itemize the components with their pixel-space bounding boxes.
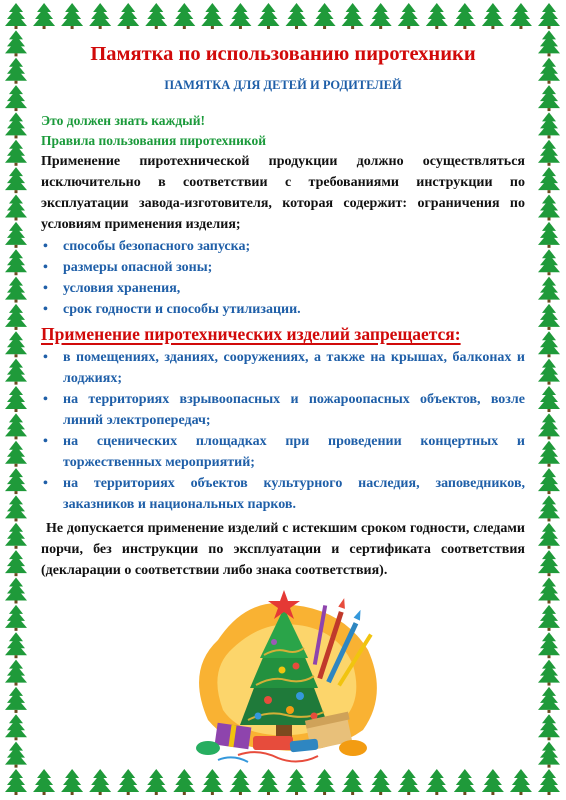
- border-tree-icon: [5, 550, 27, 576]
- border-tree-icon: [314, 3, 336, 29]
- closing-paragraph: Не допускается применение изделий с истекшим сроком годности, следами порчи, без инструкции по эксплуатации и сертификата соответствия (декларации о соответствии либо знака соответствия).: [41, 521, 525, 578]
- border-tree-icon: [510, 769, 532, 795]
- list-item-text: размеры опасной зоны;: [63, 260, 213, 275]
- border-tree-icon: [538, 769, 560, 795]
- list-item-text: срок годности и способы утилизации.: [63, 302, 301, 317]
- border-tree-icon: [5, 222, 27, 248]
- prohibited-heading: Применение пиротехнических изделий запрещается:: [41, 324, 461, 344]
- border-tree-icon: [538, 195, 560, 221]
- border-tree-icon: [286, 3, 308, 29]
- border-tree-icon: [398, 769, 420, 795]
- border-tree-icon: [482, 769, 504, 795]
- border-tree-icon: [538, 277, 560, 303]
- border-tree-icon: [173, 3, 195, 29]
- border-tree-icon: [201, 3, 223, 29]
- border-tree-icon: [5, 140, 27, 166]
- list-item: [41, 257, 525, 278]
- border-tree-icon: [538, 112, 560, 138]
- border-tree-icon: [5, 112, 27, 138]
- border-tree-icon: [229, 3, 251, 29]
- intro-paragraph: Применение пиротехнической продукции должно осуществляться исключительно в соответствии с требованиями инструкции по эксплуатации завода-изготовителя, которая содержит: ограничения по условиям применения изделия;: [41, 154, 525, 232]
- border-tree-icon: [538, 687, 560, 713]
- border-tree-icon: [61, 769, 83, 795]
- border-tree-icon: [117, 3, 139, 29]
- subtitle: ПАМЯТКА ДЛЯ ДЕТЕЙ И РОДИТЕЛЕЙ: [164, 78, 402, 92]
- list-item: [41, 236, 525, 257]
- border-tree-icon: [538, 30, 560, 56]
- border-tree-icon: [538, 578, 560, 604]
- list-item-text: на территориях взрывоопасных и пожароопасных объектов, возле линий электропередач;: [63, 392, 525, 428]
- border-tree-icon: [538, 331, 560, 357]
- border-tree-icon: [538, 660, 560, 686]
- border-tree-icon: [538, 85, 560, 111]
- prohibited-list: [41, 347, 525, 515]
- border-tree-icon: [5, 742, 27, 768]
- list-item: [41, 299, 525, 320]
- border-tree-icon: [145, 769, 167, 795]
- border-tree-icon: [145, 3, 167, 29]
- list-item-text: способы безопасного запуска;: [63, 239, 251, 254]
- border-tree-icon: [5, 660, 27, 686]
- border-tree-icon: [538, 523, 560, 549]
- border-tree-icon: [5, 331, 27, 357]
- border-tree-icon: [5, 495, 27, 521]
- border-tree-icon: [426, 3, 448, 29]
- border-tree-icon: [370, 3, 392, 29]
- christmas-tree-with-fireworks-icon: [178, 570, 388, 775]
- border-tree-icon: [5, 167, 27, 193]
- bullet-icon: •: [43, 260, 48, 275]
- border-tree-icon: [5, 85, 27, 111]
- list-item: [41, 347, 525, 389]
- border-tree-icon: [89, 769, 111, 795]
- border-tree-icon: [257, 3, 279, 29]
- border-tree-icon: [5, 413, 27, 439]
- list-item-text: в помещениях, зданиях, сооружениях, а также на крышах, балконах и лоджиях;: [63, 350, 525, 386]
- border-tree-icon: [538, 714, 560, 740]
- border-tree-icon: [5, 605, 27, 631]
- border-tree-icon: [33, 769, 55, 795]
- border-tree-icon: [538, 468, 560, 494]
- list-item: [41, 389, 525, 431]
- border-tree-icon: [538, 441, 560, 467]
- border-tree-icon: [538, 605, 560, 631]
- border-tree-icon: [5, 58, 27, 84]
- conditions-list: [41, 236, 525, 320]
- bullet-icon: •: [43, 239, 48, 254]
- border-tree-icon: [538, 742, 560, 768]
- border-tree-icon: [538, 249, 560, 275]
- border-tree-icon: [538, 413, 560, 439]
- border-tree-icon: [538, 304, 560, 330]
- lead-line-2: Правила пользования пиротехникой: [41, 133, 267, 148]
- bullet-icon: •: [43, 476, 48, 491]
- document-body: [41, 40, 525, 581]
- border-tree-icon: [342, 3, 364, 29]
- border-tree-icon: [117, 769, 139, 795]
- bullet-icon: •: [43, 302, 48, 317]
- border-tree-icon: [5, 468, 27, 494]
- border-tree-icon: [5, 249, 27, 275]
- border-tree-icon: [61, 3, 83, 29]
- border-tree-icon: [5, 687, 27, 713]
- border-tree-icon: [5, 195, 27, 221]
- list-item-text: условия хранения,: [63, 281, 181, 296]
- bullet-icon: •: [43, 350, 48, 365]
- border-tree-icon: [538, 550, 560, 576]
- bullet-icon: •: [43, 281, 48, 296]
- border-tree-icon: [5, 386, 27, 412]
- border-tree-icon: [5, 714, 27, 740]
- border-tree-icon: [454, 3, 476, 29]
- border-tree-icon: [482, 3, 504, 29]
- border-tree-icon: [89, 3, 111, 29]
- bullet-icon: •: [43, 392, 48, 407]
- border-tree-icon: [454, 769, 476, 795]
- lead-line-1: Это должен знать каждый!: [41, 113, 205, 128]
- border-tree-icon: [5, 441, 27, 467]
- list-item: [41, 278, 525, 299]
- border-tree-icon: [5, 578, 27, 604]
- border-tree-icon: [538, 359, 560, 385]
- list-item: [41, 431, 525, 473]
- border-tree-icon: [5, 30, 27, 56]
- border-tree-icon: [538, 386, 560, 412]
- border-tree-icon: [510, 3, 532, 29]
- border-tree-icon: [5, 3, 27, 29]
- border-tree-icon: [5, 304, 27, 330]
- border-tree-icon: [5, 277, 27, 303]
- border-tree-icon: [538, 140, 560, 166]
- bullet-icon: •: [43, 434, 48, 449]
- border-tree-icon: [5, 769, 27, 795]
- border-tree-icon: [5, 359, 27, 385]
- border-tree-icon: [426, 769, 448, 795]
- border-tree-icon: [538, 495, 560, 521]
- border-tree-icon: [538, 222, 560, 248]
- border-tree-icon: [5, 632, 27, 658]
- border-tree-icon: [538, 58, 560, 84]
- border-tree-icon: [538, 3, 560, 29]
- list-item: [41, 473, 525, 515]
- border-tree-icon: [5, 523, 27, 549]
- page-title: Памятка по использованию пиротехники: [90, 43, 476, 65]
- border-tree-icon: [538, 167, 560, 193]
- border-tree-icon: [538, 632, 560, 658]
- border-tree-icon: [398, 3, 420, 29]
- border-tree-icon: [33, 3, 55, 29]
- list-item-text: на территориях объектов культурного наследия, заповедников, заказников и национальных парков.: [63, 476, 525, 512]
- list-item-text: на сценических площадках при проведении концертных и торжественных мероприятий;: [63, 434, 525, 470]
